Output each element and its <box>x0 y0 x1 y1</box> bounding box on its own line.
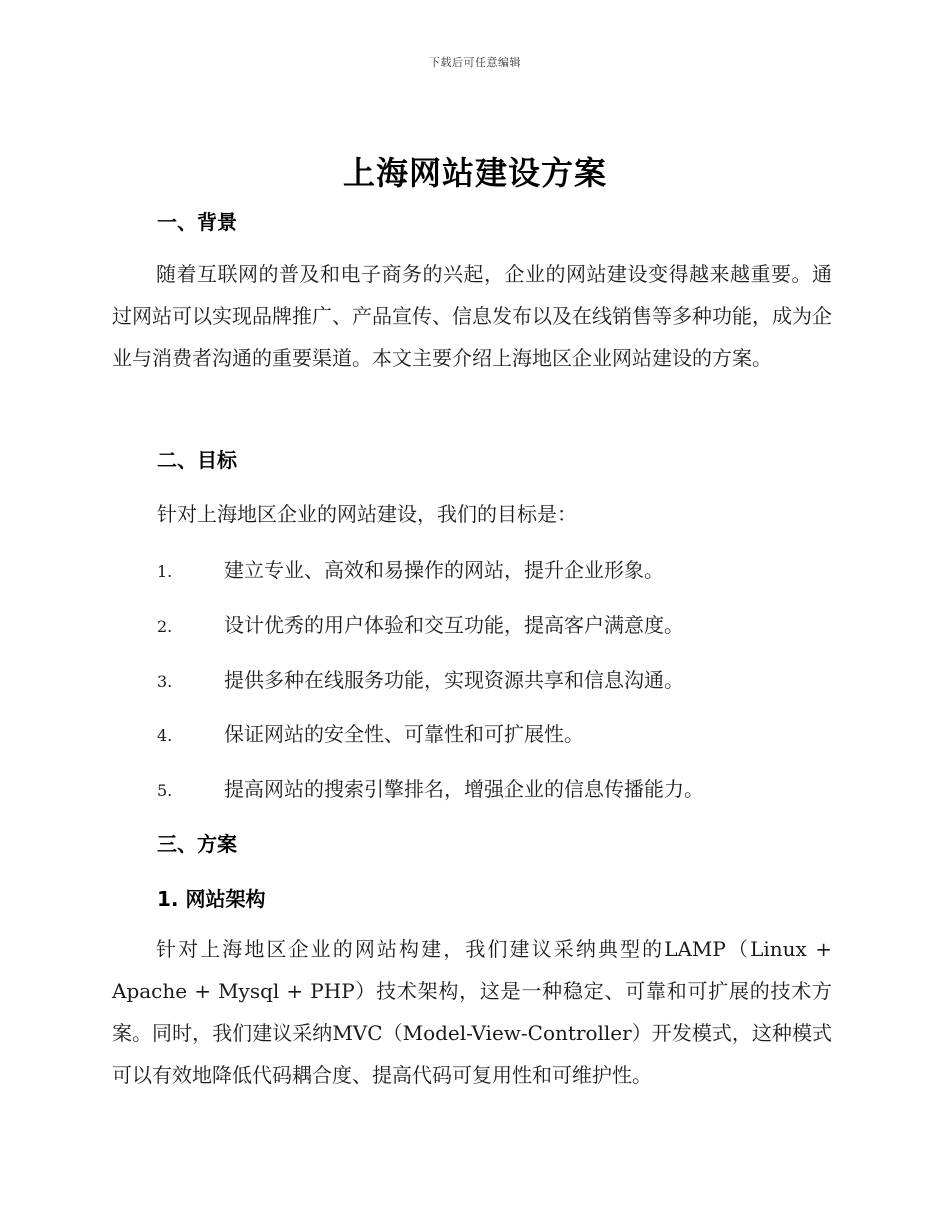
architecture-paragraph: 针对上海地区企业的网站构建，我们建议采纳典型的LAMP（Linux + Apache + Mysql + PHP）技术架构，这是一种稳定、可靠和可扩展的技术方案。同时，我们建议采纳MVC（Model-View-Controller）开发模式，这种模式可以有效地降低代码耦合度、提高代码可复用性和可维护性。 <box>112 937 832 1087</box>
section-heading-goals: 二、目标 <box>157 448 237 472</box>
background-paragraph: 随着互联网的普及和电子商务的兴起，企业的网站建设变得越来越重要。通过网站可以实现品牌推广、产品宣传、信息发布以及在线销售等多种功能，成为企业与消费者沟通的重要渠道。本文主要介绍上海地区企业网站建设的方案。 <box>112 262 832 370</box>
header-note: 下载后可任意编辑 <box>429 56 521 69</box>
goal-item <box>157 554 857 583</box>
goal-item-text: 提供多种在线服务功能，实现资源共享和信息沟通。 <box>224 668 684 692</box>
goal-item-number: 4. <box>157 726 173 745</box>
goal-item-text: 建立专业、高效和易操作的网站，提升企业形象。 <box>224 558 664 582</box>
goal-item <box>157 773 857 802</box>
goal-item-text: 保证网站的安全性、可靠性和可扩展性。 <box>224 722 584 746</box>
goal-item-number: 3. <box>157 672 173 691</box>
goal-item <box>157 609 857 638</box>
goal-item-number: 2. <box>157 617 173 636</box>
goal-item <box>157 718 857 747</box>
goal-item-text: 设计优秀的用户体验和交互功能，提高客户满意度。 <box>224 613 684 637</box>
goals-intro: 针对上海地区企业的网站建设，我们的目标是： <box>157 502 577 526</box>
section-heading-plan: 三、方案 <box>157 832 237 856</box>
section-heading-background: 一、背景 <box>157 210 237 234</box>
goal-item-number: 5. <box>157 781 173 800</box>
sub-heading-architecture: 1. 网站架构 <box>157 887 266 911</box>
goal-item-number: 1. <box>157 562 173 581</box>
goal-item-text: 提高网站的搜索引擎排名，增强企业的信息传播能力。 <box>224 777 704 801</box>
document-title: 上海网站建设方案 <box>342 154 607 192</box>
goal-item <box>157 664 857 693</box>
